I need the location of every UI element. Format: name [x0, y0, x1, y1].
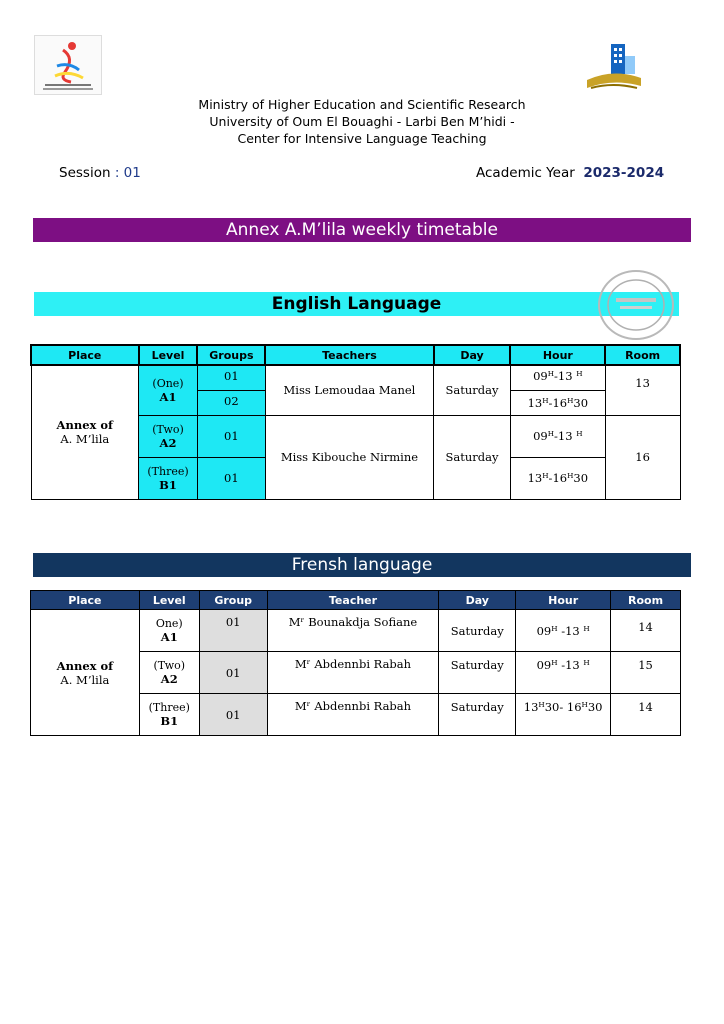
level-code: B1	[160, 714, 179, 728]
col-header-place: Place	[31, 591, 140, 610]
place-line2: A. M’lila	[60, 672, 110, 687]
university-logo	[583, 42, 645, 94]
group-cell: 01	[199, 652, 267, 694]
col-header-level: Level	[139, 345, 198, 365]
room-cell: 16	[605, 415, 680, 499]
session-label: Session	[59, 165, 111, 181]
place-line2: A. M’lila	[60, 432, 110, 447]
academic-year	[476, 165, 664, 181]
table-row	[31, 610, 681, 652]
col-header-place: Place	[31, 345, 139, 365]
table-header-row	[31, 591, 681, 610]
center-logo	[34, 35, 102, 95]
academic-year-label: Academic Year	[476, 165, 575, 181]
level-cell	[139, 415, 198, 457]
day-cell: Saturday	[434, 365, 511, 415]
col-header-day: Day	[439, 591, 516, 610]
official-stamp	[598, 270, 674, 340]
level-code: A2	[160, 672, 178, 686]
level-word: (Two)	[152, 422, 184, 436]
academic-year-value: 2023-2024	[583, 165, 665, 181]
level-cell	[139, 457, 198, 499]
day-cell: Saturday	[439, 694, 516, 736]
university-line: University of Oum El Bouaghi - Larbi Ben M’hidi -	[209, 114, 515, 129]
place-cell	[31, 610, 140, 736]
room-cell: 15	[611, 652, 681, 694]
session-value: : 01	[114, 165, 141, 181]
group-cell: 01	[199, 694, 267, 736]
level-code: A1	[160, 630, 178, 644]
main-title: Annex A.M’lila weekly timetable	[33, 218, 691, 242]
hour-cell: 09ᴴ-13 ᴴ	[510, 415, 605, 457]
col-header-group: Group	[199, 591, 267, 610]
col-header-day: Day	[434, 345, 511, 365]
col-header-level: Level	[139, 591, 199, 610]
group-cell: 01	[197, 457, 265, 499]
french-timetable	[30, 590, 681, 736]
level-code: A1	[159, 389, 177, 404]
hour-cell: 09ᴴ -13 ᴴ	[516, 652, 611, 694]
hour-cell: 13ᴴ30- 16ᴴ30	[516, 694, 611, 736]
hour-cell: 09ᴴ -13 ᴴ	[516, 610, 611, 652]
level-word: (Three)	[148, 701, 190, 714]
table-header-row	[31, 345, 680, 365]
col-header-groups: Groups	[197, 345, 265, 365]
group-cell: 02	[197, 390, 265, 415]
day-cell: Saturday	[434, 415, 511, 499]
level-cell	[139, 652, 199, 694]
room-cell: 14	[611, 694, 681, 736]
level-code: A2	[159, 435, 177, 450]
center-line: Center for Intensive Language Teaching	[237, 131, 487, 146]
place-line1: Annex of	[56, 418, 113, 433]
col-header-teachers: Teachers	[265, 345, 433, 365]
level-word: (Three)	[147, 464, 189, 478]
hour-cell: 13ᴴ-16ᴴ30	[510, 457, 605, 499]
level-word: (Two)	[153, 659, 186, 672]
group-cell: 01	[197, 415, 265, 457]
place-cell	[31, 365, 139, 499]
french-section-title: Frensh language	[33, 553, 691, 577]
table-row	[31, 365, 680, 390]
level-word: One)	[155, 617, 183, 630]
col-header-hour: Hour	[516, 591, 611, 610]
col-header-teacher: Teacher	[267, 591, 439, 610]
session	[59, 165, 141, 181]
col-header-hour: Hour	[510, 345, 605, 365]
level-word: (One)	[152, 376, 184, 390]
teacher-cell: Mʳ Abdennbi Rabah	[267, 694, 439, 736]
col-header-room: Room	[611, 591, 681, 610]
hour-cell: 13ᴴ-16ᴴ30	[510, 390, 605, 415]
teacher-cell: Mʳ Bounakdja Sofiane	[267, 610, 439, 652]
room-cell: 13	[605, 365, 680, 415]
col-header-room: Room	[605, 345, 680, 365]
group-cell: 01	[199, 610, 267, 652]
day-cell: Saturday	[439, 652, 516, 694]
english-timetable	[30, 344, 681, 500]
hour-cell: 09ᴴ-13 ᴴ	[510, 365, 605, 390]
day-cell: Saturday	[439, 610, 516, 652]
level-cell	[139, 694, 199, 736]
group-cell: 01	[197, 365, 265, 390]
place-line1: Annex of	[56, 658, 114, 673]
level-code: B1	[159, 477, 177, 492]
teacher-cell: Mʳ Abdennbi Rabah	[267, 652, 439, 694]
ministry-line: Ministry of Higher Education and Scientific Research	[198, 97, 526, 112]
level-cell	[139, 365, 198, 415]
room-cell: 14	[611, 610, 681, 652]
english-section-title: English Language	[34, 292, 679, 316]
level-cell	[139, 610, 199, 652]
teacher-cell: Miss Lemoudaa Manel	[265, 365, 433, 415]
teacher-cell: Miss Kibouche Nirmine	[265, 415, 433, 499]
